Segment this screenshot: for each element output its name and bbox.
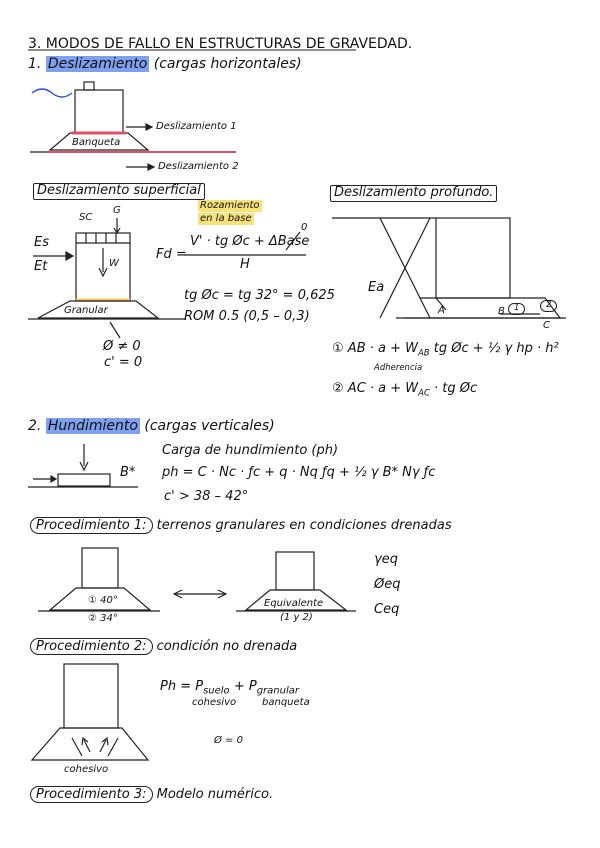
proc3-label: Procedimiento 3: <box>30 786 153 803</box>
ph-formula: ph = C · Nc · ƒc + q · Nq ƒq + ½ γ B* Nγ ƒc <box>162 465 436 480</box>
phieq: Øeq <box>374 577 401 592</box>
equivalente-label: Equivalente <box>264 598 324 609</box>
point-c: C <box>543 320 550 331</box>
section-2-num: 2. <box>28 418 42 434</box>
rozamiento-line2: en la base <box>200 213 252 224</box>
banqueta-label: Banqueta <box>72 137 121 148</box>
cohesivo-label: cohesivo <box>64 764 109 775</box>
wall-diagram-prof <box>332 218 566 318</box>
eq1-a: AB · a + W <box>347 341 418 356</box>
deslizamiento-2-label: Deslizamiento 2 <box>158 161 239 172</box>
eq1 <box>332 342 559 359</box>
rom-line: ROM 0.5 (0,5 – 0,3) <box>184 309 310 324</box>
proc1-label: Procedimiento 1: <box>30 517 153 534</box>
point-b: B <box>498 306 505 317</box>
section-2-heading <box>28 418 275 434</box>
proc2-heading <box>30 640 297 655</box>
yeq: γeq <box>374 552 398 567</box>
p2-phi0: Ø = 0 <box>214 735 243 746</box>
proc1-desc: terrenos granulares en condiciones drenadas <box>156 518 452 533</box>
fd-zero: 0 <box>301 222 308 233</box>
w-label: W <box>109 258 119 269</box>
p2-banqueta-sub: banqueta <box>262 697 310 708</box>
proc2-diagram <box>32 664 148 760</box>
proc3-desc: Modelo numérico. <box>156 787 274 802</box>
adherencia-label: Adherencia <box>374 363 423 373</box>
bstar-label: B* <box>120 465 136 480</box>
es-label: Es <box>34 235 49 250</box>
deslizamiento-1-label: Deslizamiento 1 <box>156 121 237 132</box>
circle-2: 2 <box>540 300 557 312</box>
fd-label: Fd = <box>156 247 187 262</box>
proc1-heading <box>30 519 452 534</box>
rozamiento-line1: Rozamiento <box>200 200 260 211</box>
eq1-num: ① <box>332 341 344 356</box>
granular-label: Granular <box>64 305 108 316</box>
c-eq-zero: c' = 0 <box>104 355 143 370</box>
section-2-name: Hundimiento <box>47 418 138 434</box>
p2-plus: + P <box>233 679 257 694</box>
point-a: A <box>438 305 445 316</box>
section-2-paren: (cargas verticales) <box>144 418 275 434</box>
proc1-v2: ② 34° <box>88 613 118 624</box>
p2-formula <box>160 680 299 697</box>
proc1-v1: ① 40° <box>88 595 118 606</box>
proc3-heading <box>30 788 273 803</box>
proc2-label: Procedimiento 2: <box>30 638 153 655</box>
eq2-a: AC · a + W <box>347 381 419 396</box>
eq1-b: tg Øc + ½ γ hp · h² <box>429 341 559 356</box>
section-1-name: Deslizamiento <box>47 56 148 72</box>
ea-label: Ea <box>368 280 385 295</box>
p2-ph: Ph = P <box>160 679 204 694</box>
et-label: Et <box>34 259 48 274</box>
sc-label: SC <box>79 212 93 223</box>
eq2-num: ② <box>332 381 344 396</box>
p2-suelo: suelo <box>203 685 230 697</box>
sup-label: Deslizamiento superficial <box>33 183 205 200</box>
section-1-num: 1. <box>28 56 42 72</box>
p2-granular: granular <box>256 685 299 697</box>
eq2-b: · tg Øc <box>429 381 478 396</box>
circle-1: 1 <box>508 303 525 315</box>
cond-line: c' > 38 – 42° <box>164 489 249 504</box>
p2-cohesivo-sub: cohesivo <box>192 697 237 708</box>
fd-denominator: H <box>240 257 250 272</box>
page-title: 3. MODOS DE FALLO EN ESTRUCTURAS DE GRAVEDAD. <box>28 36 413 52</box>
ceq: Ceq <box>374 602 400 617</box>
water-wave <box>32 89 72 97</box>
eq2 <box>332 382 477 399</box>
tg-line: tg Øc = tg 32° = 0,625 <box>184 288 335 303</box>
carga-label: Carga de hundimiento (ph) <box>162 443 339 458</box>
section-1-paren: (cargas horizontales) <box>153 56 302 72</box>
section-1-heading <box>28 56 302 72</box>
eq2-sub: AC <box>418 388 430 399</box>
g-label: G <box>113 205 121 216</box>
proc2-desc: condición no drenada <box>156 639 298 654</box>
equivalente-sub: (1 y 2) <box>280 612 313 623</box>
fd-numerator: V' · tg Øc + ΔBase <box>190 234 310 249</box>
eq1-sub: AB <box>417 348 430 359</box>
prof-label: Deslizamiento profundo. <box>330 185 497 202</box>
phi-neq-zero: Ø ≠ 0 <box>103 339 141 354</box>
